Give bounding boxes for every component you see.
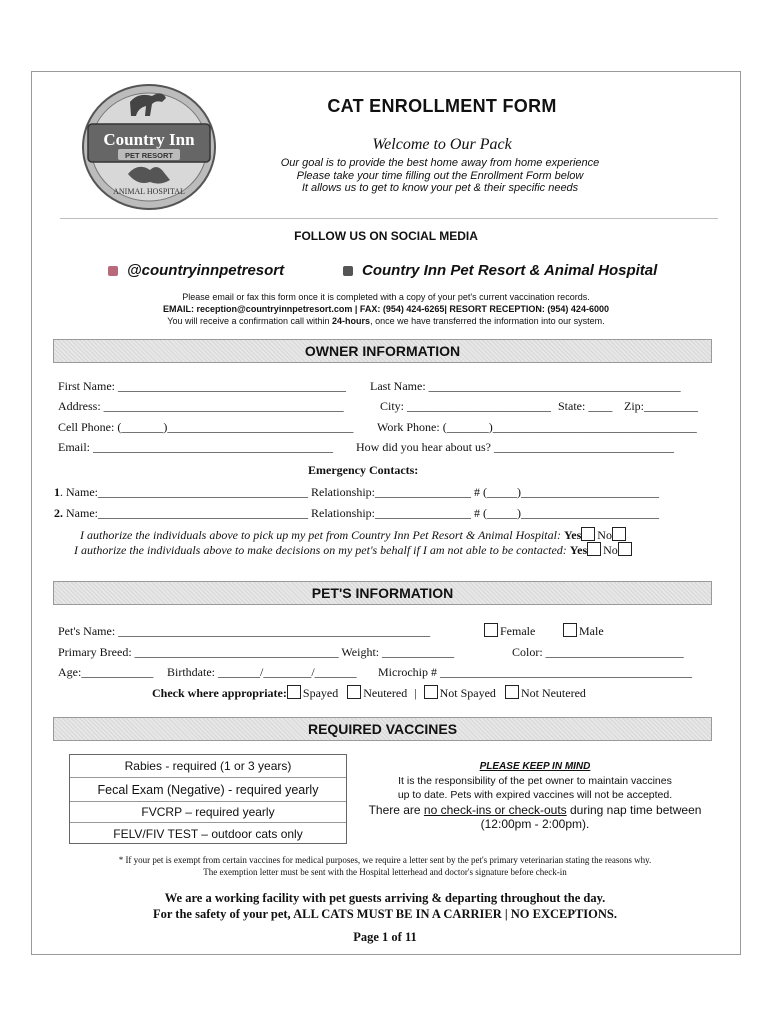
- city-field[interactable]: City: ________________________: [380, 399, 552, 413]
- breed-weight-field[interactable]: Primary Breed: __________________________________ Weight: ____________: [58, 645, 455, 659]
- svg-text:PET RESORT: PET RESORT: [125, 151, 173, 160]
- vaccine-row: Rabies - required (1 or 3 years): [124, 759, 292, 773]
- spayed-checkbox[interactable]: [287, 685, 301, 699]
- pet-name-field[interactable]: Pet's Name: ____________________________________________________: [58, 624, 431, 638]
- divider: [70, 801, 346, 802]
- facility-notice: We are a working facility with pet guests arriving & departing throughout the day.: [164, 891, 606, 905]
- divider: [70, 777, 346, 778]
- vaccine-row: FVCRP – required yearly: [141, 805, 275, 819]
- country-inn-logo: [80, 82, 218, 212]
- color-field[interactable]: Color: _______________________: [512, 645, 684, 659]
- pickup-yes-checkbox[interactable]: [581, 527, 595, 541]
- emergency-contact-2[interactable]: 2. Name:___________________________________ Relationship:________________ # (_____)_______________________: [54, 506, 659, 520]
- facebook-icon: [343, 266, 353, 276]
- keep-in-mind-text: It is the responsibility of the pet owner to maintain vaccines: [398, 775, 672, 787]
- carrier-notice: For the safety of your pet, ALL CATS MUST BE IN A CARRIER | NO EXCEPTIONS.: [152, 907, 618, 921]
- page-number: Page 1 of 11: [353, 930, 417, 944]
- pickup-no-checkbox[interactable]: [612, 527, 626, 541]
- cell-phone-field[interactable]: Cell Phone: (_______)_______________________________: [58, 420, 354, 434]
- first-name-field[interactable]: First Name: ______________________________________: [58, 379, 346, 393]
- follow-heading: FOLLOW US ON SOCIAL MEDIA: [294, 229, 478, 243]
- neutered-checkbox[interactable]: [347, 685, 361, 699]
- notice-line: Please email or fax this form once it is completed with a copy of your pet's current vaccination records.: [182, 292, 590, 302]
- email-field[interactable]: Email: ________________________________________: [58, 440, 333, 454]
- svg-text:Country Inn: Country Inn: [103, 130, 195, 149]
- zip-field[interactable]: Zip:_________: [624, 399, 698, 413]
- female-option[interactable]: Female: [484, 623, 535, 639]
- emergency-heading: Emergency Contacts:: [308, 463, 419, 477]
- microchip-field[interactable]: Microchip # __________________________________________: [378, 665, 692, 679]
- divider: [60, 218, 718, 219]
- female-checkbox[interactable]: [484, 623, 498, 637]
- svg-text:ANIMAL HOSPITAL: ANIMAL HOSPITAL: [113, 187, 185, 196]
- owner-section-header: OWNER INFORMATION: [53, 339, 712, 363]
- male-checkbox[interactable]: [563, 623, 577, 637]
- pickup-authorization: I authorize the individuals above to pick up my pet from Country Inn Pet Resort & Animal Hospital: Yes No: [80, 527, 628, 543]
- form-title: CAT ENROLLMENT FORM: [327, 96, 557, 116]
- state-field[interactable]: State: ____: [558, 399, 613, 413]
- instagram-icon: [108, 266, 118, 276]
- welcome-heading: Welcome to Our Pack: [372, 136, 512, 153]
- divider: [70, 822, 346, 823]
- not-neutered-checkbox[interactable]: [505, 685, 519, 699]
- confirmation-note: You will receive a confirmation call within 24-hours, once we have transferred the information into our system.: [167, 316, 605, 326]
- spay-neuter-row: Check where appropriate: Spayed Neutered | Not Spayed Not Neutered: [152, 686, 586, 700]
- address-field[interactable]: Address: ________________________________________: [58, 399, 344, 413]
- decision-no-checkbox[interactable]: [618, 542, 632, 556]
- contact-info: EMAIL: reception@countryinnpetresort.com | FAX: (954) 424-6265| RESORT RECEPTION: (954) 424-6000: [163, 304, 609, 314]
- vaccine-table: [69, 754, 347, 844]
- exemption-footnote: * If your pet is exempt from certain vaccines for medical purposes, we require a letter sent by the pet's primary veterinarian stating the reasons why.: [118, 855, 652, 865]
- vaccine-row: FELV/FIV TEST – outdoor cats only: [113, 827, 303, 841]
- decision-yes-checkbox[interactable]: [587, 542, 601, 556]
- exemption-footnote: The exemption letter must be sent with the Hospital letterhead and doctor's signature before check-in: [203, 867, 567, 877]
- nap-time-hours: (12:00pm - 2:00pm).: [480, 817, 590, 831]
- decision-authorization: I authorize the individuals above to make decisions on my pet's behalf if I am not able to be contacted: Yes No: [74, 542, 634, 558]
- not-spayed-checkbox[interactable]: [424, 685, 438, 699]
- last-name-field[interactable]: Last Name: __________________________________________: [370, 379, 681, 393]
- vaccine-row: Fecal Exam (Negative) - required yearly: [97, 783, 319, 797]
- birthdate-field[interactable]: Birthdate: _______/________/_______: [167, 665, 357, 679]
- vaccines-section-header: REQUIRED VACCINES: [53, 717, 712, 741]
- pet-section-header: PET'S INFORMATION: [53, 581, 712, 605]
- intro-text: Our goal is to provide the best home away from home experience Please take your time filling out the Enrollment Form below It allows us to get to know your pet & their specific needs: [280, 157, 600, 194]
- male-option[interactable]: Male: [563, 623, 604, 639]
- nap-time-note: There are no check-ins or check-outs during nap time between: [368, 803, 702, 817]
- keep-in-mind-heading: PLEASE KEEP IN MIND: [479, 761, 591, 772]
- work-phone-field[interactable]: Work Phone: (_______)__________________________________: [377, 420, 697, 434]
- instagram-handle[interactable]: @countryinnpetresort: [127, 262, 285, 279]
- facebook-page[interactable]: Country Inn Pet Resort & Animal Hospital: [362, 262, 658, 279]
- emergency-contact-1[interactable]: 1. Name:___________________________________ Relationship:________________ # (_____)_______________________: [54, 485, 659, 499]
- referral-field[interactable]: How did you hear about us? ______________________________: [356, 440, 674, 454]
- keep-in-mind-text: up to date. Pets with expired vaccines will not be accepted.: [397, 789, 673, 801]
- age-field[interactable]: Age:____________: [58, 665, 154, 679]
